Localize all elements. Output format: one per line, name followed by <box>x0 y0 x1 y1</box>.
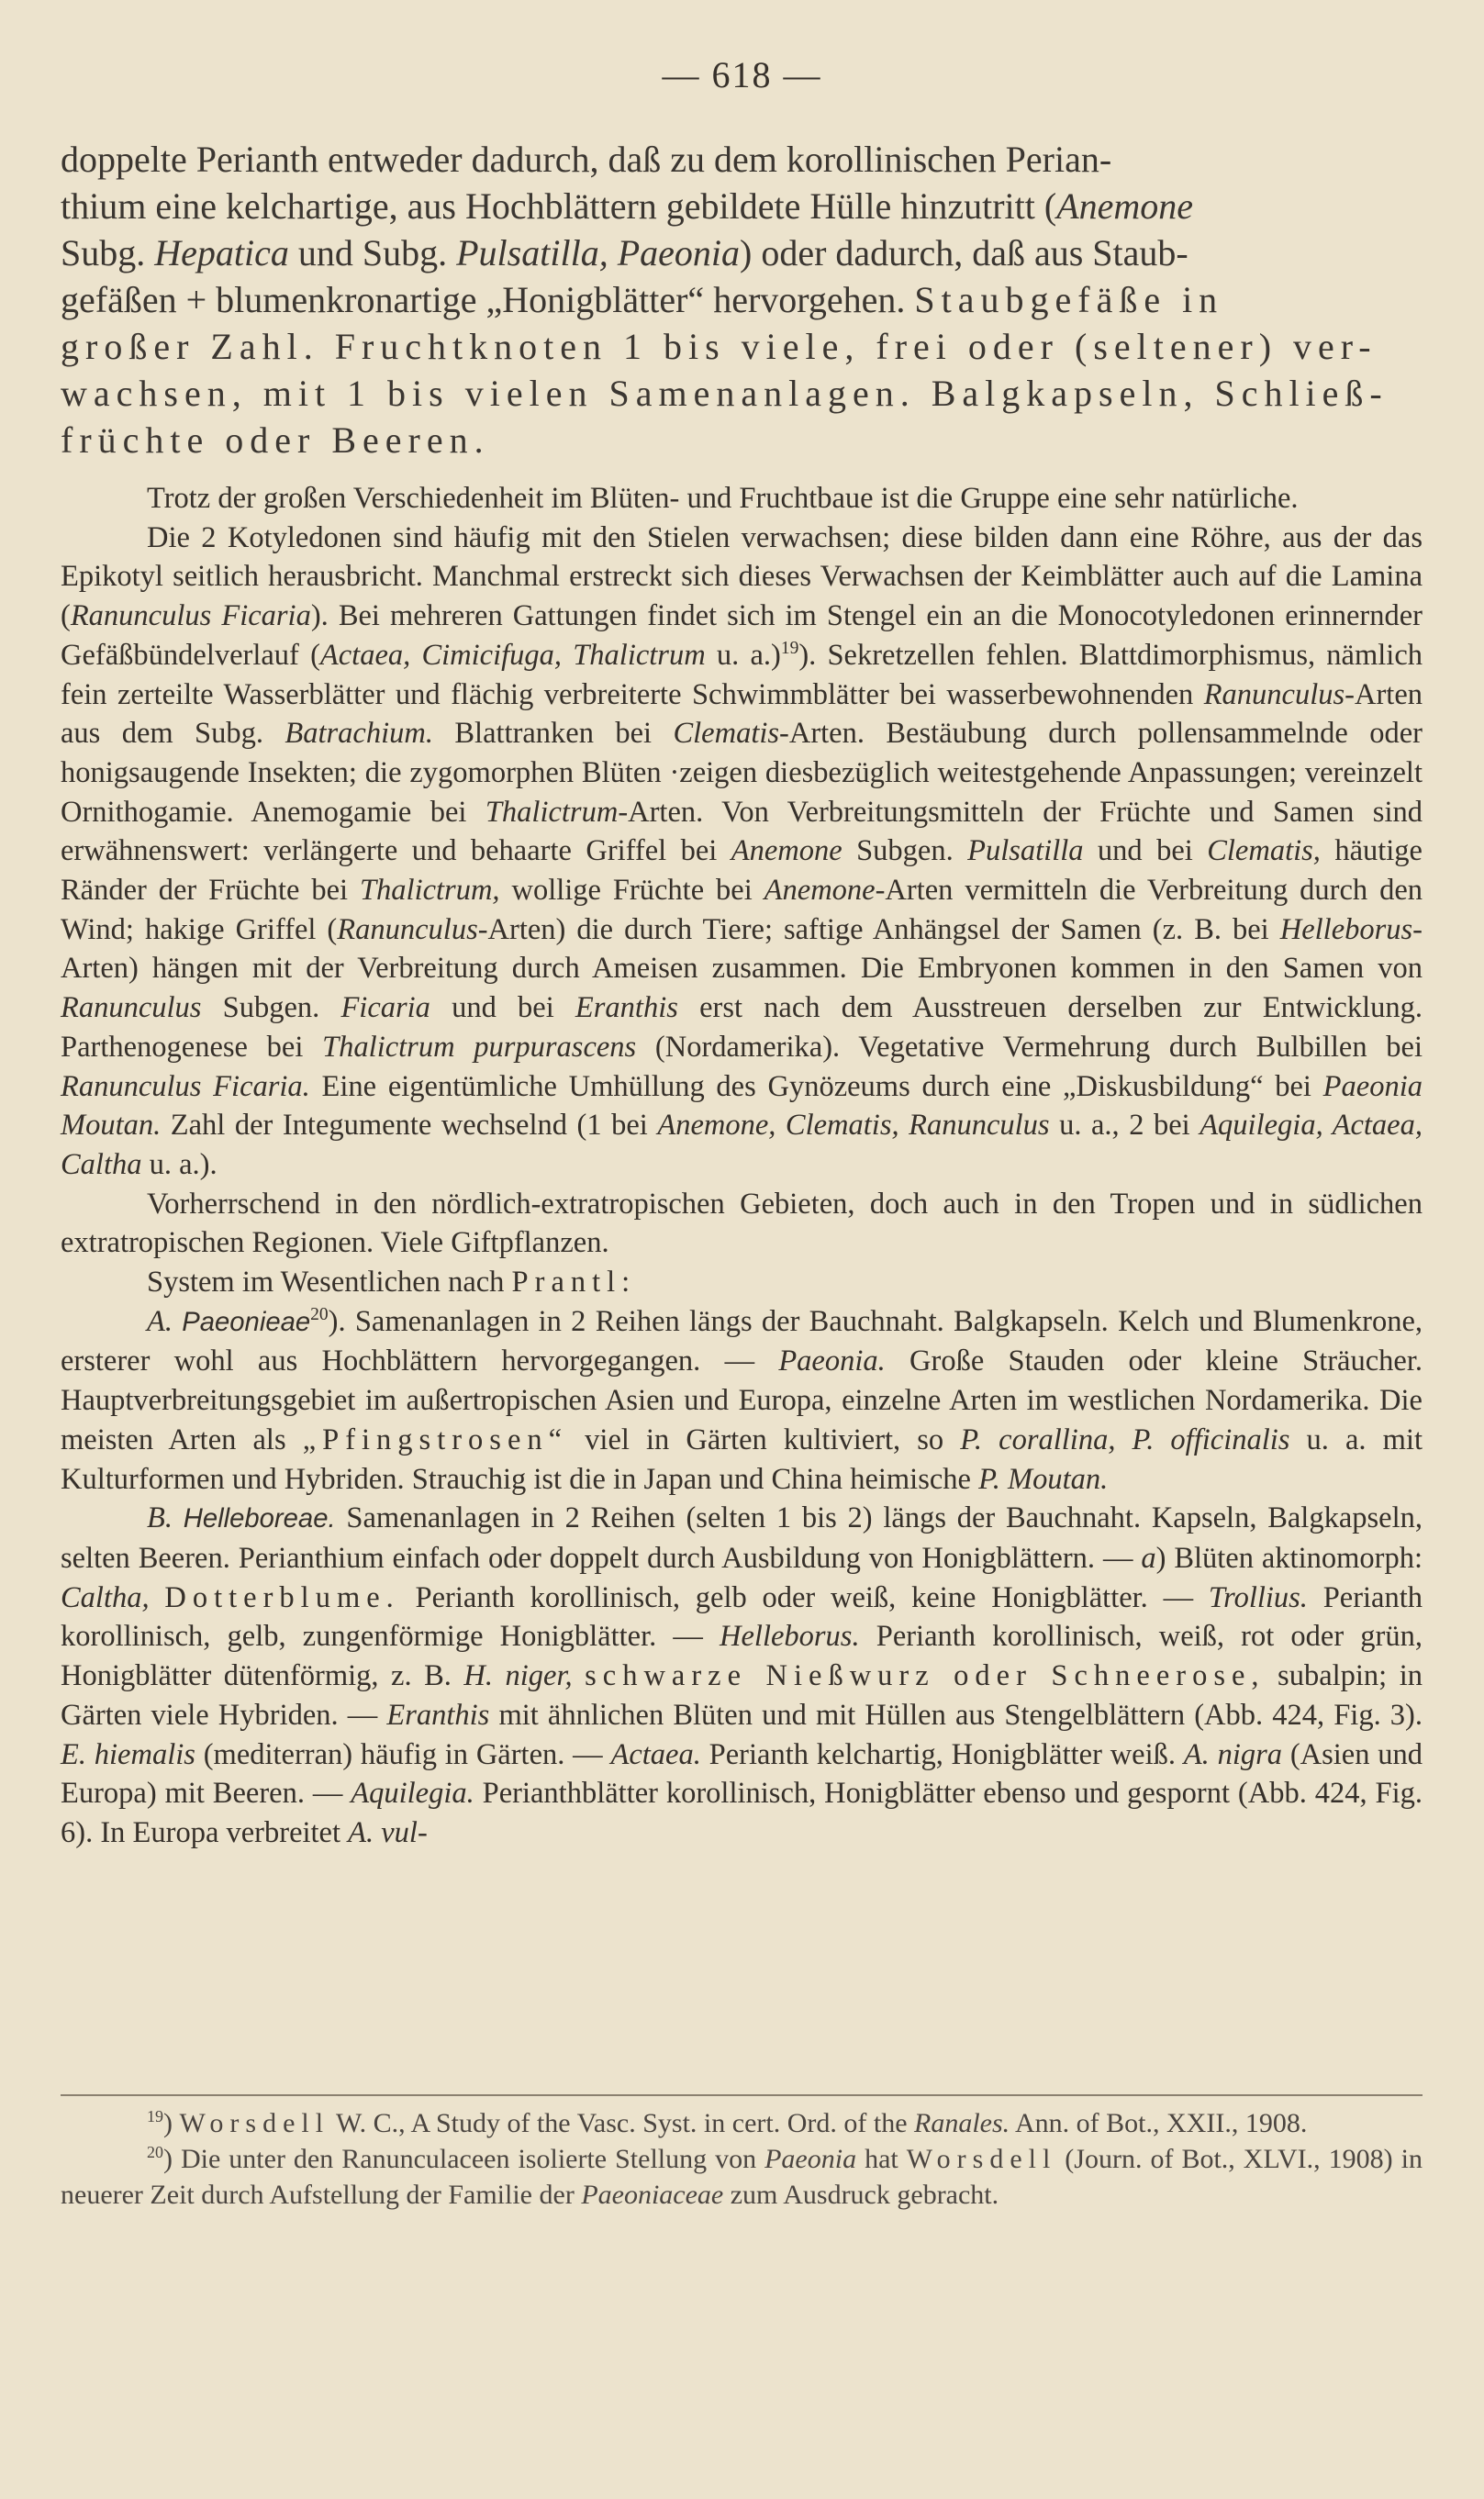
text-run: blumenkronartige „Honigblätter“ hervorgehen. <box>206 279 915 320</box>
text-run: erst nach dem Ausstreuen derselben zur Entwicklung. Parthenogenese bei <box>61 991 1423 1064</box>
taxon-name: Thalictrum, <box>359 874 500 908</box>
author-name: Worsdell <box>906 2144 1057 2174</box>
taxon-name: Clematis, <box>1207 834 1321 868</box>
text-run: Perianth kelchartig, Honigblätter weiß. <box>700 1737 1184 1771</box>
list-letter: a <box>1141 1541 1156 1575</box>
text-run: Zahl der Integumente wechselnd (1 bei <box>161 1109 658 1143</box>
taxon-name: Paeonia Moutan. <box>61 1069 1423 1143</box>
taxon-name: Eranthis <box>386 1698 490 1732</box>
taxon-name: H. niger, <box>463 1659 573 1693</box>
text-run: (Journ. of Bot., XLVI., 1908) in neuerer Zeit durch Aufstellung der Familie der <box>61 2144 1423 2210</box>
taxon-name: Aquilegia. <box>351 1777 474 1811</box>
common-name: schwarze Nießwurz oder Schneerose, <box>585 1659 1266 1693</box>
text-run: ) oder dadurch, daß aus Staub- <box>740 232 1188 273</box>
taxon-name: A. nigra <box>1183 1737 1283 1771</box>
taxon-name: Ranunculus <box>1203 677 1345 711</box>
taxon-name: P. corallina, P. officinalis <box>960 1422 1290 1456</box>
text-run: u. a.). <box>141 1147 218 1181</box>
taxon-name: Actaea, Cimicifuga, Thalictrum <box>319 638 706 672</box>
text-run: wollige Früchte bei <box>499 874 764 908</box>
spaced-text: früchte oder Beeren. <box>61 419 490 461</box>
text-run: thium eine kelchartige, aus Hochblättern gebildete Hülle hinzutritt ( <box>61 185 1057 227</box>
taxon-name: E. hiemalis <box>61 1737 195 1771</box>
text-run <box>573 1659 586 1692</box>
text-run: -Arten. Bestäubung durch pollensammelnde oder honigsaugende Insekten; die zygomorphen Blüten ·zeigen diesbezüglich weitestgehende Anpassungen; vereinzelt Ornithogamie. Anemogamie bei <box>61 717 1423 829</box>
text-run: Subgen. <box>842 834 968 868</box>
text-run: System im Wesentlichen nach <box>147 1266 512 1300</box>
text-run: Perianthblätter korollinisch, Honigblätter ebenso und gespornt (Abb. 424, Fig. 6). In Europa verbreitet <box>61 1777 1423 1849</box>
taxon-name: Anemone, Clematis, Ranunculus <box>657 1109 1050 1143</box>
paragraph <box>61 1263 1423 1302</box>
taxon-name: Ranunculus <box>61 991 202 1025</box>
footnotes <box>61 2094 1423 2213</box>
footnote-number: 19 <box>147 2107 163 2125</box>
text-run: Große Stauden oder kleine Sträucher. Hauptverbreitungsgebiet im außertropischen Asien und Europa, einzelne Arten im westlichen Nordamerika. Die meisten Arten als <box>61 1344 1423 1456</box>
text-run: zum Ausdruck gebracht. <box>723 2180 999 2210</box>
text-run: ) Die unter den Ranunculaceen isolierte Stellung von <box>163 2144 765 2174</box>
text-run: -Arten) die durch Tiere; saftige Anhängsel der Samen (z. B. bei <box>477 912 1280 946</box>
taxon-name: Paeoniaceae <box>581 2180 724 2210</box>
text-run: Eine eigentümliche Umhüllung des Gynözeums durch eine „Diskusbildung“ bei <box>309 1069 1323 1103</box>
paragraph <box>61 1499 1423 1852</box>
text-run: (mediterran) häufig in Gärten. — <box>195 1737 611 1771</box>
spaced-text: „Pfingstrosen“ <box>302 1422 569 1456</box>
taxon-name: Paeonia. <box>778 1344 886 1378</box>
text-run: gefäßen <box>61 279 186 320</box>
text-run: ). Bei mehreren Gattungen findet sich im Stengel ein an die Monocotyledonen erinnernder Gefäßbündelverlauf ( <box>61 599 1423 672</box>
common-name: Dotterblume. <box>164 1580 400 1614</box>
plus-symbol: + <box>185 279 207 320</box>
text-run: Perianth korollinisch, gelb oder weiß, keine Honigblätter. — <box>399 1580 1209 1614</box>
text-run: Blattranken bei <box>432 717 674 751</box>
taxon-name: Trollius. <box>1208 1580 1308 1614</box>
text-run: Subgen. <box>201 991 341 1025</box>
footnote-ref: 20 <box>310 1304 329 1324</box>
tribe-heading: Helleboreae. <box>183 1504 336 1534</box>
taxon-name: Helleborus <box>1279 912 1413 946</box>
lead-line <box>61 323 1423 370</box>
footnote-19 <box>61 2105 1423 2141</box>
taxon-name: Clematis <box>673 717 780 751</box>
taxon-name: Ranales. <box>914 2108 1010 2138</box>
tribe-heading: Paeonieae <box>182 1307 311 1337</box>
spaced-text: wachsen, mit 1 bis vielen Samenanlagen. Balgkapseln, Schließ- <box>61 373 1389 414</box>
spaced-text: Staubgefäße in <box>914 279 1224 320</box>
taxon-name: Hepatica <box>154 232 289 273</box>
text-run: viel in Gärten kultiviert, so <box>568 1422 961 1456</box>
text-run: ). Samenanlagen in 2 Reihen längs der Bauchnaht. Balgkapseln. Kelch und Blumenkrone, ersterer wohl aus Hochblättern hervorgegangen. — <box>61 1304 1423 1378</box>
paragraph: Vorherrschend in den nördlich-extratropischen Gebieten, doch auch in den Tropen und in südlichen extratropischen Regionen. Viele Giftpflanzen. <box>61 1187 1423 1260</box>
footnote-20 <box>61 2141 1423 2213</box>
text-run: Perianth korollinisch, weiß, rot oder grün, Honigblätter dütenförmig, z. B. <box>61 1620 1423 1693</box>
taxon-name: Helleborus. <box>720 1620 860 1654</box>
text-run: u. a., 2 bei <box>1049 1109 1200 1143</box>
taxon-name: Pulsatilla <box>967 834 1084 868</box>
taxon-name: P. Moutan. <box>978 1462 1109 1496</box>
text-run: Subg. <box>61 232 155 273</box>
paragraph <box>61 519 1423 1185</box>
body-text <box>61 479 1423 1853</box>
text-run: (Nordamerika). Vegetative Vermehrung durch Bulbillen bei <box>636 1030 1423 1064</box>
lead-line <box>61 370 1423 417</box>
footnote-ref: 19 <box>780 638 799 658</box>
taxon-name: Caltha, <box>61 1580 150 1614</box>
lead-line <box>61 276 1423 323</box>
text-run: -Arten. Von Verbreitungsmitteln der Früchte und Samen sind erwähnenswert: verlängerte und behaarte Griffel bei <box>61 795 1423 868</box>
taxon-name: Anemone <box>731 834 842 868</box>
text-run: und bei <box>1083 834 1208 868</box>
text-run: Die 2 Kotyledonen sind häufig mit den Stielen verwachsen; diese bilden dann eine Röhre, aus der das Epikotyl seitlich herausbricht. Manchmal erstreckt sich dieses Verwachsen der Keimblätter auch auf die Lamina ( <box>61 520 1423 633</box>
taxon-name: Ranunculus Ficaria <box>70 599 311 633</box>
page-number: — 618 — <box>662 54 822 95</box>
taxon-name: Pulsatilla, Paeonia <box>456 232 740 273</box>
lead-line <box>61 229 1423 276</box>
text-run: (Asien und Europa) mit Beeren. — <box>61 1737 1423 1811</box>
taxon-name: Ranunculus Ficaria. <box>61 1069 310 1103</box>
taxon-name: A. vul- <box>348 1815 428 1849</box>
text-run: W. C., A Study of the Vasc. Syst. in cert. Ord. of the <box>329 2108 915 2138</box>
text-run: Samenanlagen in 2 Reihen (selten 1 bis 2) längs der Bauchnaht. Kapseln, Balgkapseln, selten Beeren. Perianthium einfach oder doppelt durch Ausbildung von Honigblättern. — <box>61 1501 1423 1575</box>
text-run: -Arten aus dem Subg. <box>61 677 1423 751</box>
spaced-text: großer Zahl. Fruchtknoten 1 bis viele, frei oder (seltener) ver- <box>61 326 1378 367</box>
taxon-name: Anemone <box>764 874 876 908</box>
family-description <box>61 136 1423 463</box>
text-run: u. a.) <box>705 638 781 672</box>
text-run: u. a. mit Kulturformen und Hybriden. Strauchig ist die in Japan und China heimische <box>61 1422 1423 1496</box>
taxon-name: Anemone <box>1056 185 1194 227</box>
taxon-name: Aquilegia, Actaea, Caltha <box>61 1109 1423 1181</box>
taxon-name: Actaea. <box>610 1737 701 1771</box>
lead-line <box>61 136 1423 183</box>
text-run: Perianth korollinisch, gelb, zungenförmige Honigblätter. — <box>61 1580 1423 1654</box>
text-run: -Arten) hängen mit der Verbreitung durch Ameisen zusammen. Die Embryonen kommen in den Samen von <box>61 912 1423 986</box>
text-run: subalpin; in Gärten viele Hybriden. — <box>61 1659 1423 1732</box>
text-run: und bei <box>430 991 575 1025</box>
text-run: häutige Ränder der Früchte bei <box>61 834 1423 908</box>
taxon-name: Paeonia <box>764 2144 857 2174</box>
taxon-name: Ranunculus <box>337 912 478 946</box>
lead-line <box>61 417 1423 463</box>
text-run: mit ähnlichen Blüten und mit Hüllen aus Stengelblättern (Abb. 424, Fig. 3). <box>489 1698 1423 1732</box>
taxon-name: Thalictrum purpurascens <box>322 1030 637 1064</box>
text-run: ). Sekretzellen fehlen. Blattdimorphismus, nämlich fein zerteilte Wasserblätter und flächig verbreiterte Schwimmblätter bei wasserbewohnenden <box>61 638 1423 711</box>
text-run: doppelte Perianth entweder dadurch, daß zu dem korollinischen Perian- <box>61 139 1112 180</box>
section-letter: B. <box>147 1501 184 1535</box>
paragraph: Trotz der großen Verschiedenheit im Blüten- und Fruchtbaue ist die Gruppe eine sehr natürliche. <box>147 482 1299 515</box>
author-name: Prantl: <box>511 1266 637 1300</box>
taxon-name: Ficaria <box>340 991 430 1025</box>
text-run: ) Blüten aktinomorph: <box>1155 1541 1423 1575</box>
lead-line <box>61 183 1423 229</box>
paragraph <box>61 1302 1423 1500</box>
text-run: Ann. of Bot., XXII., 1908. <box>1010 2108 1308 2138</box>
taxon-name: Batrachium. <box>285 717 433 751</box>
text-run: und Subg. <box>288 232 457 273</box>
taxon-name: Thalictrum <box>485 795 619 829</box>
text-run <box>150 1581 165 1614</box>
author-name: Worsdell <box>179 2108 330 2138</box>
section-letter: A. <box>147 1304 183 1338</box>
text-run: -Arten vermitteln die Verbreitung durch den Wind; hakige Griffel ( <box>61 874 1423 946</box>
text-run: hat <box>856 2144 907 2174</box>
footnote-number: 20 <box>147 2143 163 2161</box>
text-run: ) <box>163 2108 180 2138</box>
taxon-name: Eranthis <box>575 991 678 1025</box>
